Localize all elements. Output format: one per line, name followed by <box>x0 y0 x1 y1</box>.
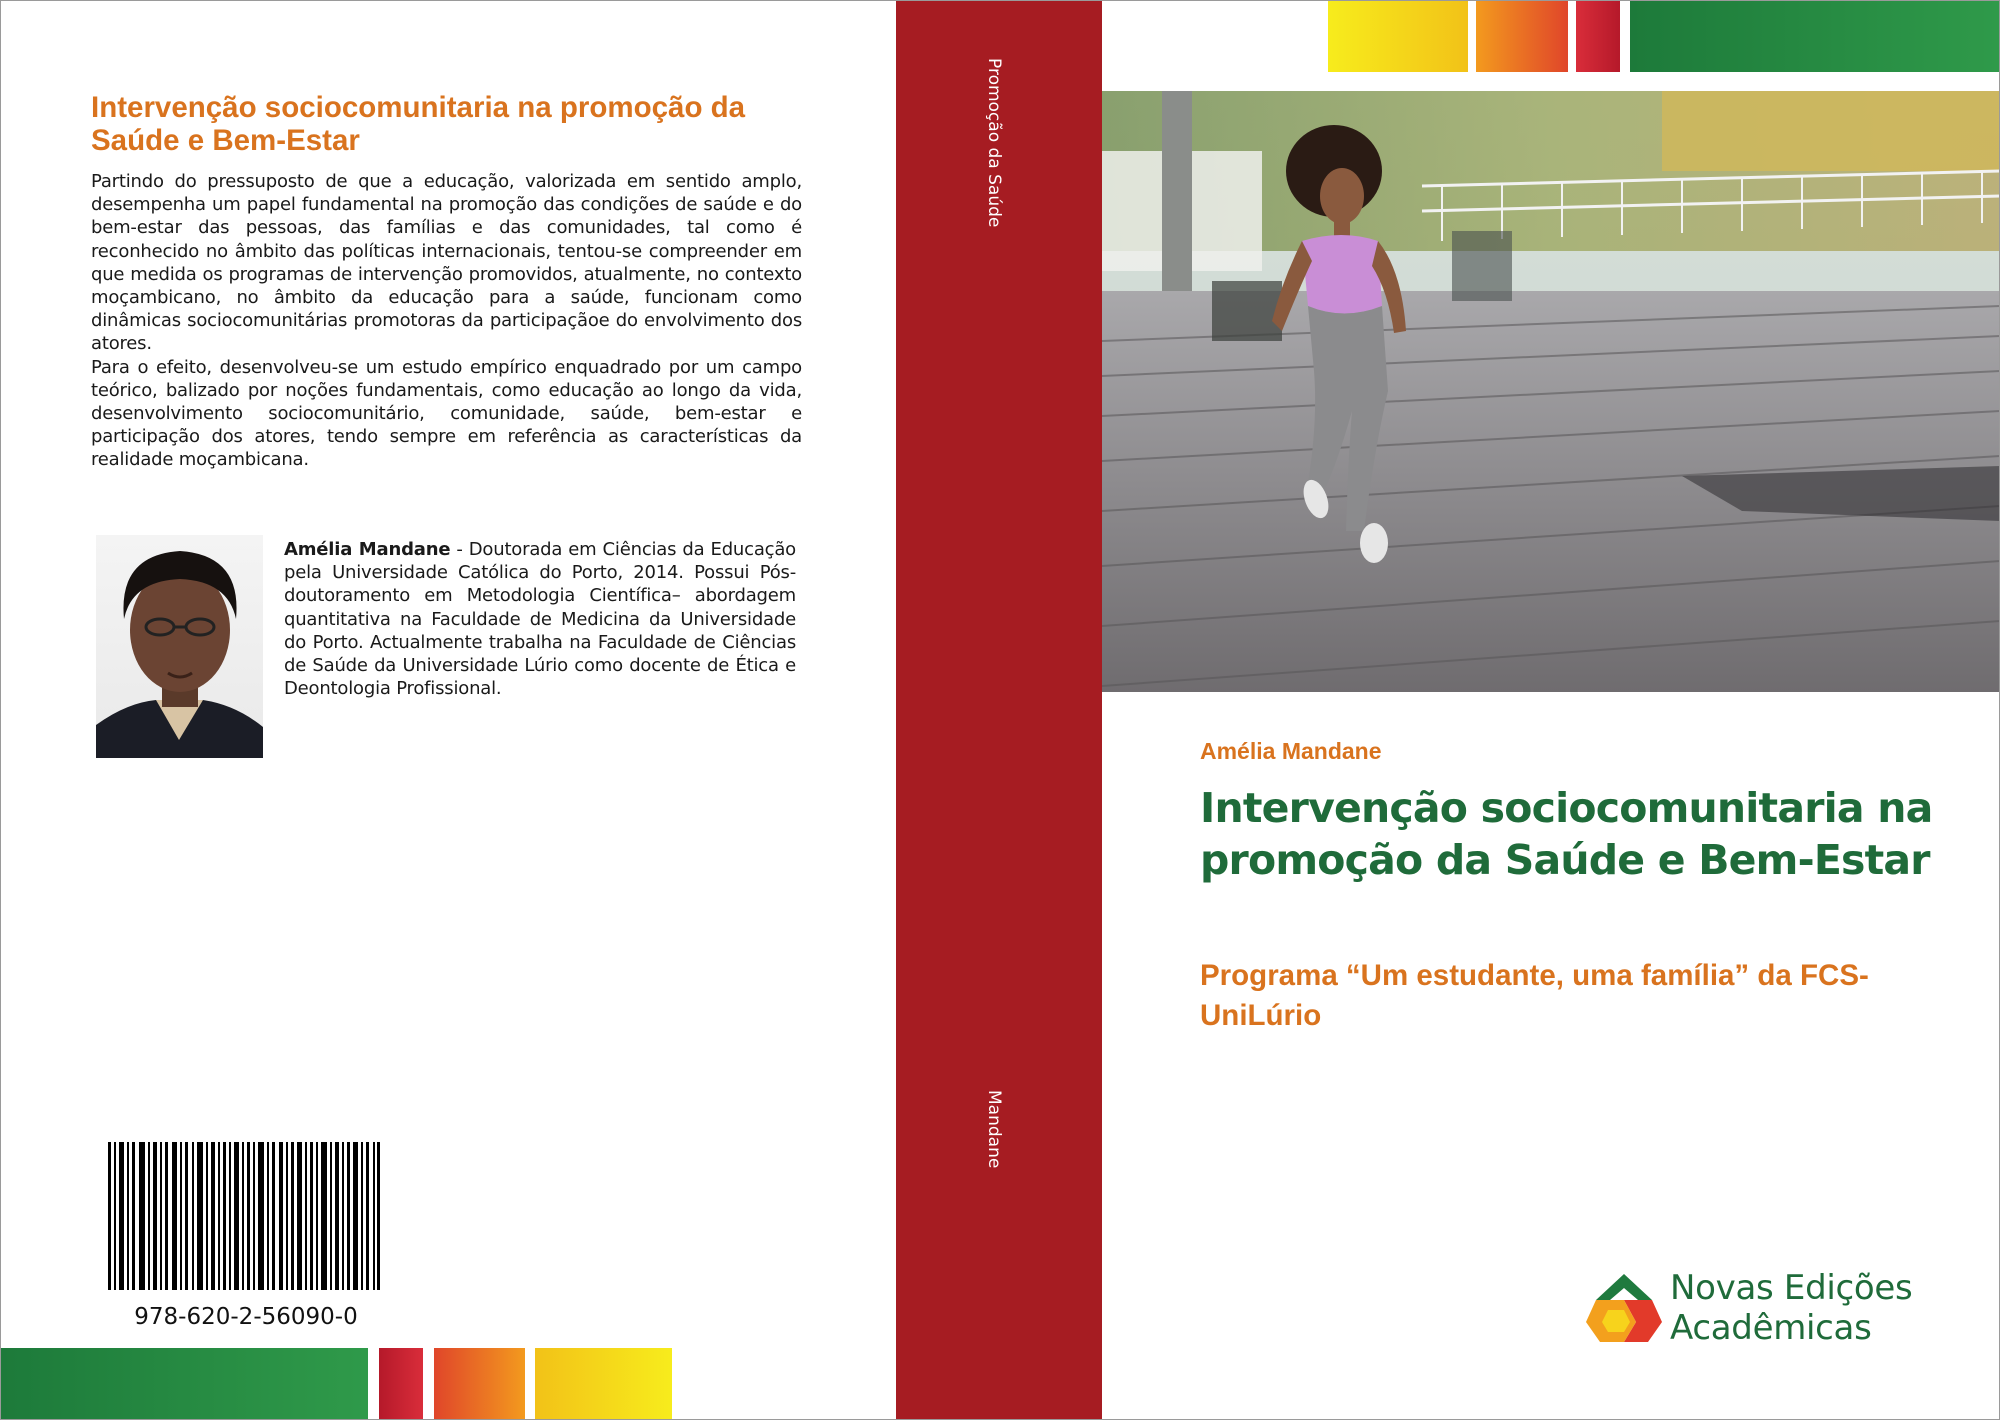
spine-author: Mandane <box>984 1090 1004 1169</box>
publisher-logo-icon <box>1586 1270 1662 1346</box>
spine-title: Promoção da Saúde <box>984 58 1004 228</box>
publisher-name-line1: Novas Edições <box>1670 1268 1913 1308</box>
front-cover <box>1102 0 2000 1420</box>
book-spine <box>896 0 1102 1420</box>
publisher-logo <box>1586 1268 1946 1348</box>
front-orange-bar <box>1476 0 1568 72</box>
isbn-number: 978-620-2-56090-0 <box>134 1304 358 1330</box>
back-green-bar <box>0 1348 368 1420</box>
back-cover-title: Intervenção sociocomunitaria na promoção da Saúde e Bem-Estar <box>91 91 746 157</box>
publisher-name <box>1670 1268 1912 1348</box>
bio-text: - Doutorada em Ciências da Educação pela Universidade Católica do Porto, 2014. Possui Pós-doutoramento em Metodologia Científica– abordagem quantitativa na Faculdade de Medicina da Universidade do Porto. Actualmente trabalha na Faculdade de Ciências de Saúde da Universidade Lúrio como docente de Ética e Deontologia Profissional. <box>284 539 796 700</box>
author-biography <box>284 538 796 700</box>
front-cover-subtitle: Programa “Um estudante, uma família” da FCS-UniLúrio <box>1200 959 1869 1032</box>
back-cover-blurb <box>91 170 802 472</box>
front-red-bar <box>1576 0 1620 72</box>
back-red-bar <box>379 1348 423 1420</box>
back-cover <box>0 0 896 1420</box>
front-cover-title: Intervenção sociocomunitaria na promoção da Saúde e Bem-Estar <box>1200 784 1933 884</box>
front-author-name: Amélia Mandane <box>1200 738 1382 764</box>
blurb-paragraph-2: Para o efeito, desenvolveu-se um estudo empírico enquadrado por um campo teórico, balizado por noções fundamentais, como educação ao longo da vida, desenvolvimento sociocomunitário, comunidade, saúde, bem-estar e participação dos atores, tendo sempre em referência as características da realidade moçambicana. <box>91 356 802 471</box>
publisher-name-line2: Acadêmicas <box>1670 1308 1872 1348</box>
barcode-icon <box>108 1142 380 1290</box>
front-yellow-bar <box>1328 0 1468 72</box>
back-orange-bar <box>434 1348 525 1420</box>
author-portrait-photo <box>96 535 263 758</box>
back-yellow-bar <box>535 1348 672 1420</box>
bio-author-name: Amélia Mandane <box>284 539 451 560</box>
cover-photo-runner <box>1102 91 2000 692</box>
blurb-paragraph-1: Partindo do pressuposto de que a educação, valorizada em sentido amplo, desempenha um papel fundamental na promoção das condições de saúde e do bem-estar das pessoas, das famílias e das comunidades, tal como é reconhecido no âmbito das políticas internacionais, tentou-se compreender em que medida os programas de intervenção promovidos, atualmente, no contexto moçambicano, no âmbito da educação para a saúde, funcionam como dinâmicas sociocomunitárias promotoras da participaçãoe do envolvimento dos atores. <box>91 171 802 355</box>
front-green-bar <box>1630 0 2000 72</box>
